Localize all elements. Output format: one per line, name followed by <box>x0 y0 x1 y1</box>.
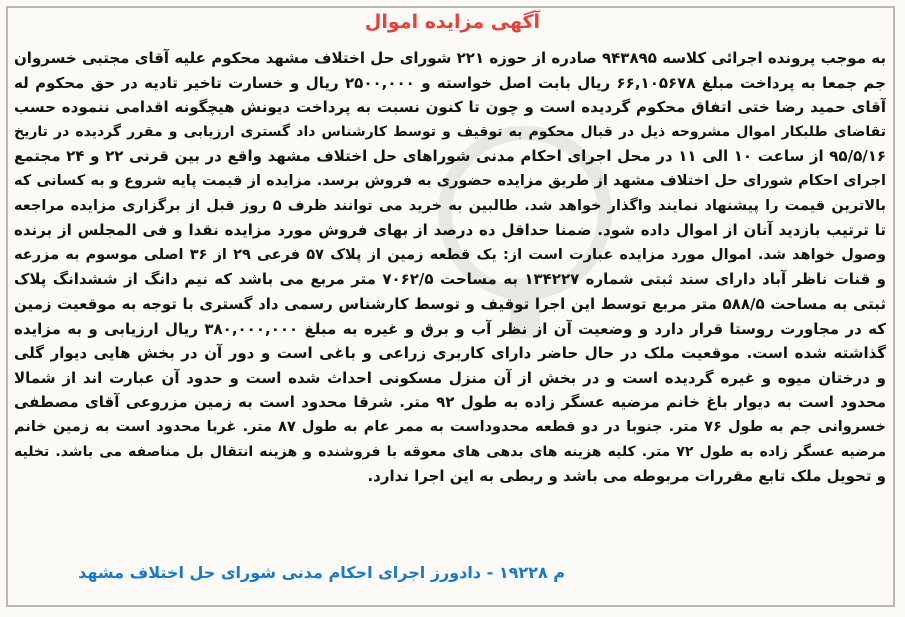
notice-line: گذاشته شده است. موقعیت ملک در حال حاضر دارای کاربری زراعی و باغی است و دور آن در بخش هایی دیوار گلی <box>14 344 886 363</box>
notice-footer-signature: م ۱۹۲۲۸ - دادورز اجرای احکام مدنی شورای حل اختلاف مشهد <box>78 563 565 582</box>
notice-line: و درختان میوه و غیره گردیده است و در بخش از آن منزل مسکونی احداث شده است و حدود آن عبارت اند از شمالا <box>14 368 886 387</box>
notice-line: وصول خواهد شد. اموال مورد مزایده عبارت است از: یک قطعه زمین از پلاک ۵۷ فرعی ۲۹ از ۳۶ اصلی موسوم به مزرعه <box>14 246 886 263</box>
notice-line: خسروانی جم به طول ۷۶ متر. جنوبا در دو قطعه محدوداست به ممر عام به طول ۸۷ متر. غربا محدود است به زمین خانم <box>14 418 886 435</box>
notice-line: تقاضای طلبکار اموال مشروحه ذیل در قبال محکوم به توقیف و توسط کارشناس داد گستری ارزیابی و مقرر گردیده در تاریخ <box>14 123 886 140</box>
notice-line: ثبتی به مساحت ۵۸۸/۵ متر مربع توسط این اجرا توقیف و توسط کارشناس رسمی داد گستری با توجه به موقعیت زمین <box>14 294 886 313</box>
notice-line: آقای حمید رضا ختی اتفاق محکوم گردیده است و چون تا کنون نسبت به پرداخت دیونش هیچگونه اقدامی ننموده حسب <box>14 98 886 117</box>
notice-line: تا ترتیب بازدید آنان از اموال داده شود. ضمنا حداقل ده درصد از بهای فروش مورد مزایده نقدا و فی المجلس از برنده <box>14 221 886 240</box>
notice-title: آگهی مزایده اموال <box>364 11 541 33</box>
notice-line: بالاترین قیمت را پیشنهاد نمایند واگذار خواهد شد. طالبین به خرید می توانند ظرف ۵ روز قبل از برگزاری مزایده مراجعه <box>14 197 886 214</box>
notice-line: محدود است به دیوار باغ خانم مرضیه عسگر زاده به طول ۹۲ متر. شرقا محدود است به زمین مزروعی آقای مصطفی <box>14 393 886 412</box>
notice-line: ۹۵/۵/۱۶ از ساعت ۱۰ الی ۱۱ در محل اجرای احکام مدنی شوراهای حل اختلاف مشهد واقع در بین قرنی ۲۲ و ۲۴ مجتمع <box>14 147 886 166</box>
notice-body <box>14 46 886 489</box>
notice-line: اجرای احکام شورای حل اختلاف مشهد از طریق مزایده حضوری به فروش برسد. مزایده از قیمت پایه شروع و به کسانی که <box>14 172 886 189</box>
notice-line: به موجب پرونده اجرائی کلاسه ۹۴۳۸۹۵ صادره از حوزه ۲۲۱ شورای حل اختلاف مشهد محکوم علیه آقای مجتبی خسروان <box>14 49 886 67</box>
notice-line: و قنات ناظر آباد دارای سند ثبتی شماره ۱۳۴۲۲۷ به مساحت ۷۰۶۲/۵ متر مربع می باشد که نیم دانگ از ششدانگ پلاک <box>14 270 886 289</box>
notice-line: جم جمعا به پرداخت مبلغ ۶۶,۱۰۵۶۷۸ ریال بابت اصل خواسته و ۲۵۰۰,۰۰۰ ریال و خسارت تاخیر تادیه در حق محکوم له <box>14 73 886 92</box>
notice-line: و تحویل ملک تابع مقررات مربوطه می باشد و ربطی به این اجرا ندارد. <box>367 467 886 486</box>
notice-line: مرضیه عسگر زاده به طول ۷۲ متر. کلیه هزینه های بدهی های معوقه با فروشنده و هزینه انتقال بل مناصفه می باشد. تخلیه <box>14 443 886 460</box>
notice-line: که در مجاورت روستا قرار دارد و وضعیت آن از نظر آب و برق و غیره به مبلغ ۳۸۰,۰۰۰,۰۰۰ ریال ارزیابی و به مزایده <box>14 319 886 338</box>
